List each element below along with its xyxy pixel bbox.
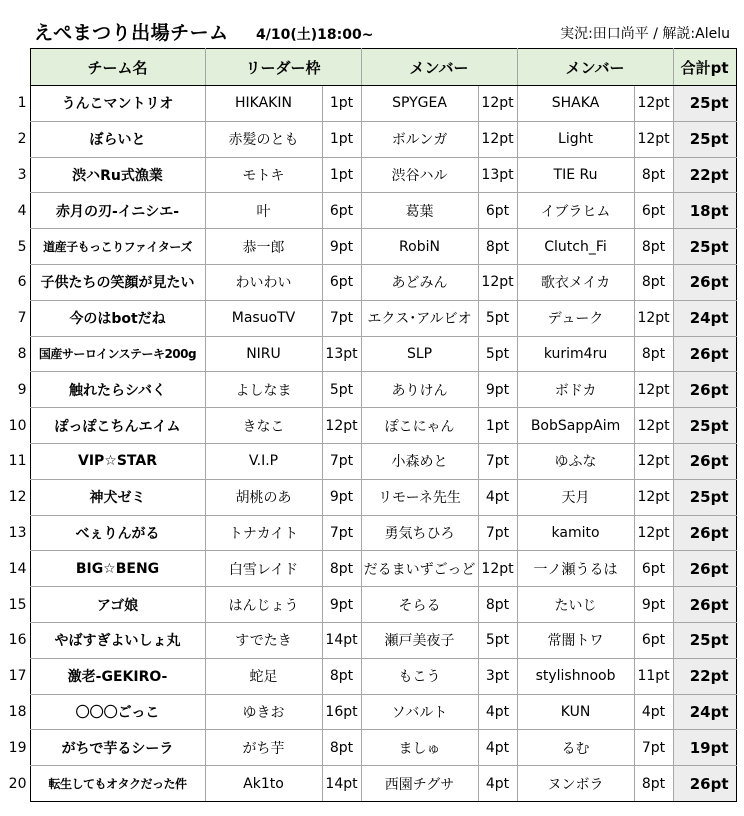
team-name-cell[interactable]: うんこマントリオ (30, 86, 205, 122)
member-1-name-cell[interactable]: RobiN (361, 229, 478, 265)
page-title: えぺまつり出場チーム (34, 22, 229, 44)
team-name-cell[interactable]: 神犬ゼミ (30, 479, 205, 515)
team-name-cell[interactable]: 渋ハRu式漁業 (30, 157, 205, 193)
leader-points-cell[interactable]: 1pt (322, 157, 361, 193)
table-row (0, 622, 736, 658)
row-number: 6 (17, 274, 27, 291)
total-points-cell[interactable]: 25pt (673, 121, 736, 157)
total-points-cell[interactable]: 26pt (673, 336, 736, 372)
member-1-points-cell[interactable]: 12pt (478, 86, 517, 122)
leader-name-cell[interactable]: HIKAKIN (205, 86, 322, 122)
member-1-points-cell[interactable]: 12pt (478, 551, 517, 587)
member-1-name-cell[interactable]: エクス･アルビオ (361, 300, 478, 336)
table-row (0, 587, 736, 623)
member-2-points-cell[interactable]: 8pt (634, 766, 673, 802)
table-row (0, 86, 736, 122)
member-2-points-cell[interactable]: 8pt (634, 157, 673, 193)
member-1-points-cell[interactable]: 8pt (478, 229, 517, 265)
member-2-points-cell[interactable]: 6pt (634, 193, 673, 229)
member-1-name-cell[interactable]: SLP (361, 336, 478, 372)
member-2-points-cell[interactable]: 6pt (634, 551, 673, 587)
table-row (0, 121, 736, 157)
row-number: 9 (17, 381, 27, 398)
member-1-points-cell[interactable]: 4pt (478, 479, 517, 515)
event-date: 4/10(土)18:00~ (256, 27, 374, 43)
leader-name-cell[interactable]: トナカイト (205, 515, 322, 551)
team-name-cell[interactable]: 道産子もっこりファイターズ (30, 229, 205, 265)
member-1-name-cell[interactable]: もこう (361, 658, 478, 694)
total-points-cell[interactable]: 26pt (673, 443, 736, 479)
member-1-name-cell[interactable]: ましゅ (361, 730, 478, 766)
commentary-credits: 実況:田口尚平 / 解説:Alelu (560, 26, 730, 42)
member-2-name-cell[interactable]: SHAKA (517, 86, 634, 122)
table-row (0, 300, 736, 336)
leader-points-cell[interactable]: 1pt (322, 121, 361, 157)
total-points-cell[interactable]: 24pt (673, 300, 736, 336)
member-1-points-cell[interactable]: 4pt (478, 694, 517, 730)
leader-points-cell[interactable]: 8pt (322, 730, 361, 766)
row-number: 1 (17, 95, 27, 112)
column-header-leader[interactable]: リーダー枠 (205, 49, 361, 86)
leader-points-cell[interactable]: 13pt (322, 336, 361, 372)
member-1-points-cell[interactable]: 1pt (478, 408, 517, 444)
leader-points-cell[interactable]: 1pt (322, 86, 361, 122)
member-2-points-cell[interactable]: 11pt (634, 658, 673, 694)
table-row (0, 193, 736, 229)
member-2-name-cell[interactable]: KUN (517, 694, 634, 730)
member-1-points-cell[interactable]: 12pt (478, 264, 517, 300)
member-1-name-cell[interactable]: 渋谷ハル (361, 157, 478, 193)
member-2-points-cell[interactable]: 12pt (634, 121, 673, 157)
row-number: 4 (17, 202, 27, 219)
leader-points-cell[interactable]: 8pt (322, 551, 361, 587)
row-number: 19 (8, 739, 27, 756)
total-points-cell[interactable]: 26pt (673, 587, 736, 623)
member-2-points-cell[interactable]: 12pt (634, 300, 673, 336)
leader-name-cell[interactable]: 恭一郎 (205, 229, 322, 265)
member-2-points-cell[interactable]: 12pt (634, 408, 673, 444)
member-2-points-cell[interactable]: 9pt (634, 587, 673, 623)
leader-name-cell[interactable]: きなこ (205, 408, 322, 444)
team-name-cell[interactable]: ぽっぽこちんエイム (30, 408, 205, 444)
member-1-name-cell[interactable]: 葛葉 (361, 193, 478, 229)
row-number: 5 (17, 238, 27, 255)
table-row (0, 408, 736, 444)
member-2-name-cell[interactable]: 天月 (517, 479, 634, 515)
member-2-name-cell[interactable]: 常闇トワ (517, 622, 634, 658)
leader-name-cell[interactable]: 胡桃のあ (205, 479, 322, 515)
member-1-points-cell[interactable]: 4pt (478, 766, 517, 802)
team-name-cell[interactable]: 赤月の刃-イニシエ- (30, 193, 205, 229)
member-2-points-cell[interactable]: 12pt (634, 479, 673, 515)
member-2-name-cell[interactable]: Clutch_Fi (517, 229, 634, 265)
total-points-cell[interactable]: 26pt (673, 551, 736, 587)
leader-points-cell[interactable]: 16pt (322, 694, 361, 730)
leader-name-cell[interactable]: 赤髪のとも (205, 121, 322, 157)
row-number: 8 (17, 345, 27, 362)
member-2-points-cell[interactable]: 12pt (634, 515, 673, 551)
leader-points-cell[interactable]: 7pt (322, 300, 361, 336)
table-row (0, 264, 736, 300)
total-points-cell[interactable]: 25pt (673, 229, 736, 265)
member-2-points-cell[interactable]: 7pt (634, 730, 673, 766)
member-2-points-cell[interactable]: 8pt (634, 264, 673, 300)
team-name-cell[interactable]: BIG☆BENG (30, 551, 205, 587)
member-1-name-cell[interactable]: ソバルト (361, 694, 478, 730)
member-1-name-cell[interactable]: SPYGEA (361, 86, 478, 122)
member-1-name-cell[interactable]: そらる (361, 587, 478, 623)
total-points-cell[interactable]: 25pt (673, 86, 736, 122)
member-1-points-cell[interactable]: 9pt (478, 372, 517, 408)
member-2-name-cell[interactable]: イブラヒム (517, 193, 634, 229)
row-number: 7 (17, 310, 27, 327)
row-number: 11 (8, 453, 27, 470)
total-points-cell[interactable]: 22pt (673, 157, 736, 193)
row-number: 13 (8, 524, 27, 541)
team-name-cell[interactable]: べぇりんがる (30, 515, 205, 551)
leader-name-cell[interactable]: ゆきお (205, 694, 322, 730)
leader-points-cell[interactable]: 7pt (322, 443, 361, 479)
total-points-cell[interactable]: 26pt (673, 264, 736, 300)
member-2-name-cell[interactable]: 歌衣メイカ (517, 264, 634, 300)
leader-name-cell[interactable]: NIRU (205, 336, 322, 372)
team-name-cell[interactable]: 転生してもオタクだった件 (30, 766, 205, 802)
leader-points-cell[interactable]: 5pt (322, 372, 361, 408)
row-number: 14 (8, 560, 27, 577)
leader-name-cell[interactable]: Ak1to (205, 766, 322, 802)
table-row (0, 515, 736, 551)
total-points-cell[interactable]: 26pt (673, 515, 736, 551)
team-name-cell[interactable]: 激老-GEKIRO- (30, 658, 205, 694)
leader-points-cell[interactable]: 7pt (322, 515, 361, 551)
table-row (0, 551, 736, 587)
column-header-total[interactable]: 合計pt (673, 49, 736, 86)
row-number: 20 (8, 775, 27, 792)
total-points-cell[interactable]: 18pt (673, 193, 736, 229)
total-points-cell[interactable]: 25pt (673, 479, 736, 515)
table-row (0, 372, 736, 408)
member-1-points-cell[interactable]: 3pt (478, 658, 517, 694)
total-points-cell[interactable]: 24pt (673, 694, 736, 730)
member-2-name-cell[interactable]: kurim4ru (517, 336, 634, 372)
leader-name-cell[interactable]: がち芋 (205, 730, 322, 766)
member-2-name-cell[interactable]: 一ノ瀬うるは (517, 551, 634, 587)
member-1-name-cell[interactable]: だるまいずごっど (361, 551, 478, 587)
leader-name-cell[interactable]: モトキ (205, 157, 322, 193)
row-number: 17 (8, 668, 27, 685)
leader-name-cell[interactable]: すでたき (205, 622, 322, 658)
leader-points-cell[interactable]: 9pt (322, 587, 361, 623)
member-1-name-cell[interactable]: ボルンガ (361, 121, 478, 157)
member-1-name-cell[interactable]: 瀬戸美夜子 (361, 622, 478, 658)
member-1-points-cell[interactable]: 4pt (478, 730, 517, 766)
total-points-cell[interactable]: 26pt (673, 766, 736, 802)
table-body (0, 86, 736, 802)
table-row (0, 730, 736, 766)
row-number: 3 (17, 166, 27, 183)
member-2-name-cell[interactable]: ボドカ (517, 372, 634, 408)
row-number: 10 (8, 417, 27, 434)
member-2-points-cell[interactable]: 4pt (634, 694, 673, 730)
team-name-cell[interactable]: VIP☆STAR (30, 443, 205, 479)
table-row (0, 157, 736, 193)
table-row (0, 694, 736, 730)
total-points-cell[interactable]: 25pt (673, 408, 736, 444)
member-1-points-cell[interactable]: 7pt (478, 443, 517, 479)
member-2-points-cell[interactable]: 12pt (634, 372, 673, 408)
member-2-name-cell[interactable]: stylishnoob (517, 658, 634, 694)
row-number: 12 (8, 489, 27, 506)
member-2-points-cell[interactable]: 12pt (634, 443, 673, 479)
team-name-cell[interactable]: 国産サーロインステーキ200g (30, 336, 205, 372)
leader-points-cell[interactable]: 9pt (322, 229, 361, 265)
leader-points-cell[interactable]: 12pt (322, 408, 361, 444)
leader-points-cell[interactable]: 6pt (322, 264, 361, 300)
leader-name-cell[interactable]: 白雪レイド (205, 551, 322, 587)
total-points-cell[interactable]: 19pt (673, 730, 736, 766)
team-name-cell[interactable]: ぼらいと (30, 121, 205, 157)
row-number-header (0, 49, 30, 86)
table-row (0, 479, 736, 515)
member-2-points-cell[interactable]: 6pt (634, 622, 673, 658)
row-number: 18 (8, 703, 27, 720)
member-2-name-cell[interactable]: ヌンボラ (517, 766, 634, 802)
leader-points-cell[interactable]: 6pt (322, 193, 361, 229)
row-number: 16 (8, 632, 27, 649)
member-1-name-cell[interactable]: ぽこにゃん (361, 408, 478, 444)
table-row (0, 766, 736, 802)
team-name-cell[interactable]: がちで芋るシーラ (30, 730, 205, 766)
total-points-cell[interactable]: 26pt (673, 372, 736, 408)
member-1-points-cell[interactable]: 5pt (478, 336, 517, 372)
member-1-points-cell[interactable]: 6pt (478, 193, 517, 229)
member-1-name-cell[interactable]: 西園チグサ (361, 766, 478, 802)
row-number: 2 (17, 131, 27, 148)
leader-name-cell[interactable]: MasuoTV (205, 300, 322, 336)
member-1-name-cell[interactable]: あどみん (361, 264, 478, 300)
member-1-points-cell[interactable]: 7pt (478, 515, 517, 551)
member-1-points-cell[interactable]: 5pt (478, 622, 517, 658)
table-row (0, 229, 736, 265)
member-2-name-cell[interactable]: TIE Ru (517, 157, 634, 193)
member-1-points-cell[interactable]: 13pt (478, 157, 517, 193)
leader-name-cell[interactable]: 叶 (205, 193, 322, 229)
member-1-points-cell[interactable]: 8pt (478, 587, 517, 623)
member-2-name-cell[interactable]: BobSappAim (517, 408, 634, 444)
team-name-cell[interactable]: 触れたらシバく (30, 372, 205, 408)
leader-name-cell[interactable]: はんじょう (205, 587, 322, 623)
member-1-points-cell[interactable]: 12pt (478, 121, 517, 157)
team-name-cell[interactable]: やばすぎよいしょ丸 (30, 622, 205, 658)
table-row (0, 658, 736, 694)
member-2-points-cell[interactable]: 12pt (634, 86, 673, 122)
member-2-name-cell[interactable]: Light (517, 121, 634, 157)
table-header-row (0, 49, 736, 86)
leader-name-cell[interactable]: V.I.P (205, 443, 322, 479)
member-2-points-cell[interactable]: 8pt (634, 229, 673, 265)
team-name-cell[interactable]: アゴ娘 (30, 587, 205, 623)
team-name-cell[interactable]: 今のはbotだね (30, 300, 205, 336)
leader-points-cell[interactable]: 14pt (322, 766, 361, 802)
column-header-member-1[interactable]: メンバー (361, 49, 517, 86)
team-name-cell[interactable]: 〇〇〇ごっこ (30, 694, 205, 730)
total-points-cell[interactable]: 22pt (673, 658, 736, 694)
teams-table (0, 48, 737, 802)
leader-name-cell[interactable]: わいわい (205, 264, 322, 300)
member-1-name-cell[interactable]: 小森めと (361, 443, 478, 479)
member-2-name-cell[interactable]: たいじ (517, 587, 634, 623)
team-name-cell[interactable]: 子供たちの笑顔が見たい (30, 264, 205, 300)
sheet-header (0, 0, 744, 48)
column-header-member-2[interactable]: メンバー (517, 49, 673, 86)
member-1-name-cell[interactable]: ありけん (361, 372, 478, 408)
member-2-name-cell[interactable]: デューク (517, 300, 634, 336)
column-header-team[interactable]: チーム名 (30, 49, 205, 86)
member-1-name-cell[interactable]: リモーネ先生 (361, 479, 478, 515)
table-row (0, 336, 736, 372)
member-1-points-cell[interactable]: 5pt (478, 300, 517, 336)
table-row (0, 443, 736, 479)
member-1-name-cell[interactable]: 勇気ちひろ (361, 515, 478, 551)
member-2-name-cell[interactable]: ゆふな (517, 443, 634, 479)
member-2-points-cell[interactable]: 8pt (634, 336, 673, 372)
leader-points-cell[interactable]: 9pt (322, 479, 361, 515)
total-points-cell[interactable]: 25pt (673, 622, 736, 658)
leader-points-cell[interactable]: 14pt (322, 622, 361, 658)
leader-name-cell[interactable]: よしなま (205, 372, 322, 408)
row-number: 15 (8, 596, 27, 613)
leader-points-cell[interactable]: 8pt (322, 658, 361, 694)
member-2-name-cell[interactable]: るむ (517, 730, 634, 766)
leader-name-cell[interactable]: 蛇足 (205, 658, 322, 694)
member-2-name-cell[interactable]: kamito (517, 515, 634, 551)
